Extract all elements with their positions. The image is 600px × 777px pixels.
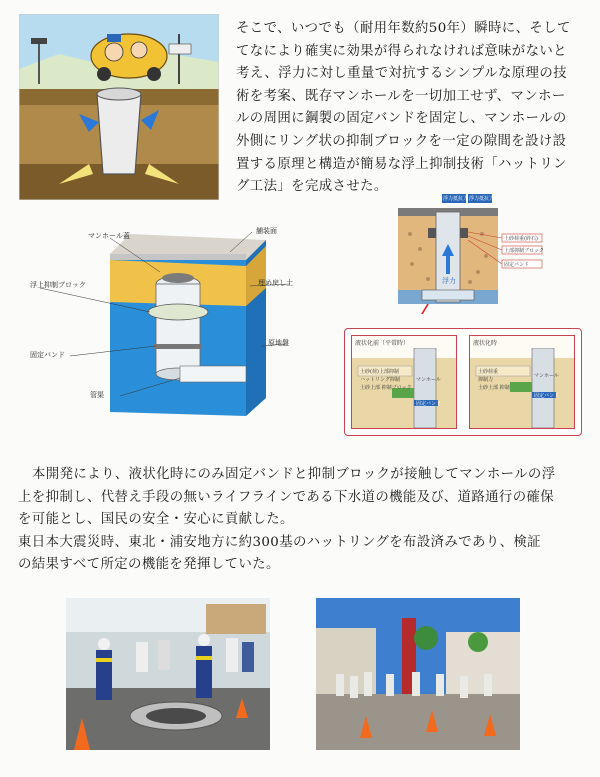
inset-right-line-1: 土砂荷重 xyxy=(478,369,499,375)
label-manhole-cover: マンホール蓋 xyxy=(88,232,130,240)
inset-right-line-2: 抑制力 xyxy=(478,377,494,383)
manhole-3d-diagram xyxy=(30,226,320,422)
inset-left-panel xyxy=(351,335,457,429)
inset-right-line-3: 土砂上部 抑制 xyxy=(478,385,510,391)
inset-left-line-2: ハットリング抑制 xyxy=(360,377,400,383)
manhole-uplift-illustration xyxy=(19,14,219,200)
callout-3: 固定バンド xyxy=(504,262,530,268)
label-fixed-band: 固定バンド xyxy=(30,351,65,359)
callout-1: 土砂荷重(砕石) xyxy=(504,236,538,242)
inset-left-manhole: マンホール xyxy=(416,377,441,383)
label-pipe: 管渠 xyxy=(90,391,104,399)
label-float-block: 浮上抑制ブロック xyxy=(30,281,86,289)
inset-right-title: 液状化時 xyxy=(473,340,498,347)
label-original-ground: 原地盤 xyxy=(268,339,289,347)
cross-section-diagram xyxy=(398,194,558,314)
label-backfill: 埋め戻し土 xyxy=(258,279,293,287)
inset-left-title: 液状化前（平常時） xyxy=(355,340,410,347)
top-tag-2: 浮力抵抗力 xyxy=(469,196,495,202)
label-pavement: 舗装面 xyxy=(256,227,277,235)
construction-photo-right xyxy=(316,598,520,750)
construction-photo-left xyxy=(66,598,270,750)
inset-right-panel xyxy=(469,335,575,429)
callout-2: 上部抑制ブロック xyxy=(504,248,544,254)
top-tag-1: 浮力抵抗力 xyxy=(443,196,469,202)
intro-paragraph: そこで、いつでも（耐用年数約50年）瞬時に、そして てなにより確実に効果が得られなければ意味がないと 考え、浮力に対し重量で対抗するシンプルな原理の技 術を考案、既存マンホールを一切加工せず、マンホー ルの周囲に鋼製の固定バンドを固定し、マンホールの 外側にリング状の抑制ブロックを一定の隙間を設け設 置する原理と構造が簡易な浮上抑制技術「ハットリン グ工法」を完成させた。 xyxy=(236,21,571,195)
inset-left-line-1: 土砂(荷)上部抑制 xyxy=(360,369,399,375)
inset-left-line-3: 土砂上部 抑制ブロック xyxy=(360,385,412,391)
liquefaction-inset xyxy=(344,328,582,436)
inset-left-band: 固定バンド xyxy=(416,401,442,407)
buoyancy-label: 浮力 xyxy=(442,277,456,285)
body-paragraph: 本開発により、液状化時にのみ固定バンドと抑制ブロックが接触してマンホールの浮 上を抑制し、代替え手段の無いライフラインである下水道の機能及び、道路通行の確保 を可能とし、国民の安全・安心に貢献した。 東日本大震災時、東北・浦安地方に約300基のハットリングを布設済みであり、検証 の結果すべて所定の機能を発揮していた。 xyxy=(18,467,556,573)
inset-right-band: 固定バンド xyxy=(534,393,560,399)
inset-right-manhole: マンホール xyxy=(534,373,559,379)
